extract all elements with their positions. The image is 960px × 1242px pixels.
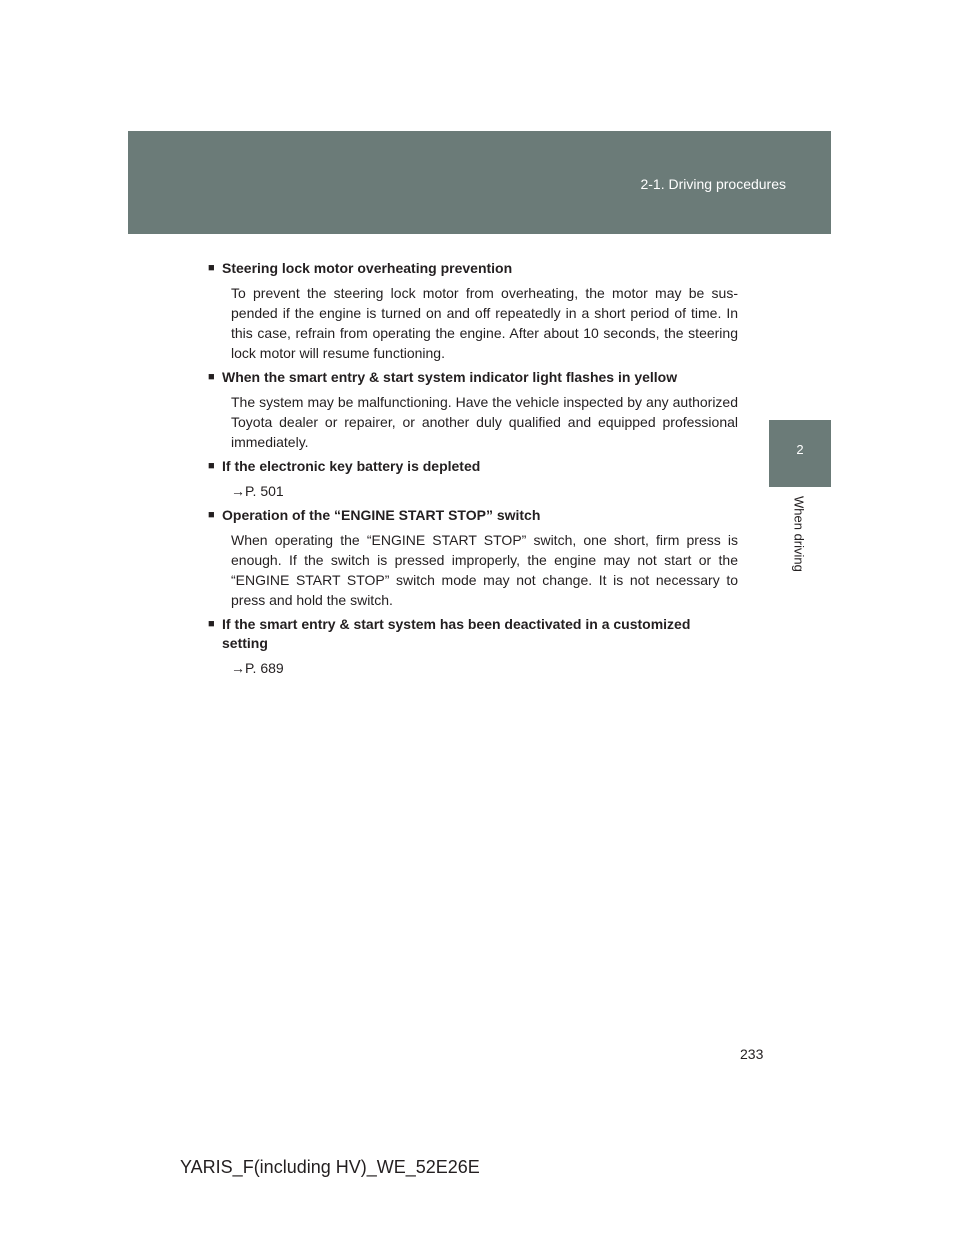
section-body: To prevent the steering lock motor from overheating, the motor may be sus-pended if the engine is turned on and off repeatedly in a short period of time. In this case, refrain from operating the engine. After about 10 seconds, the steering lock motor will resume functioning. <box>231 285 738 361</box>
chapter-label <box>786 496 812 586</box>
section-engine-switch <box>208 506 738 610</box>
section-deactivated <box>208 615 738 678</box>
section-steering-lock <box>208 259 738 363</box>
section-heading <box>208 368 738 387</box>
heading-text: Steering lock motor overheating prevention <box>222 260 513 276</box>
section-title: 2-1. Driving procedures <box>640 176 786 192</box>
section-heading <box>208 506 738 525</box>
page-reference-link[interactable]: →P. 501 <box>231 483 284 499</box>
bullet-icon: ■ <box>208 460 215 472</box>
section-body: The system may be malfunctioning. Have the vehicle inspected by any authorized Toyota dealer or repairer, or another duly qualified and equipped professional immediately. <box>231 394 738 450</box>
page-reference-link[interactable]: →P. 689 <box>231 660 284 676</box>
header-band <box>128 131 831 234</box>
section-heading <box>208 259 738 278</box>
bullet-icon: ■ <box>208 371 215 383</box>
section-indicator-light <box>208 368 738 452</box>
section-heading <box>208 615 738 653</box>
heading-text: When the smart entry & start system indicator light flashes in yellow <box>222 369 678 385</box>
chapter-label-text: When driving <box>791 496 807 572</box>
page-number: 233 <box>740 1046 764 1062</box>
section-body: When operating the “ENGINE START STOP” switch, one short, firm press is enough. If the switch is pressed improperly, the engine may not start or the “ENGINE START STOP” switch mode may not change. It is not necessary to press and hold the switch. <box>231 532 738 608</box>
document-footer: YARIS_F(including HV)_WE_52E26E <box>180 1157 480 1177</box>
chapter-number: 2 <box>796 442 804 457</box>
heading-text: Operation of the “ENGINE START STOP” switch <box>222 507 541 523</box>
heading-text: If the electronic key battery is depleted <box>222 458 481 474</box>
bullet-icon: ■ <box>208 262 215 274</box>
section-key-battery <box>208 457 738 501</box>
bullet-icon: ■ <box>208 618 215 630</box>
section-heading <box>208 457 738 476</box>
heading-text: If the smart entry & start system has been deactivated in a customized setting <box>222 616 691 651</box>
main-content <box>208 259 738 683</box>
chapter-tab <box>769 420 831 487</box>
bullet-icon: ■ <box>208 509 215 521</box>
